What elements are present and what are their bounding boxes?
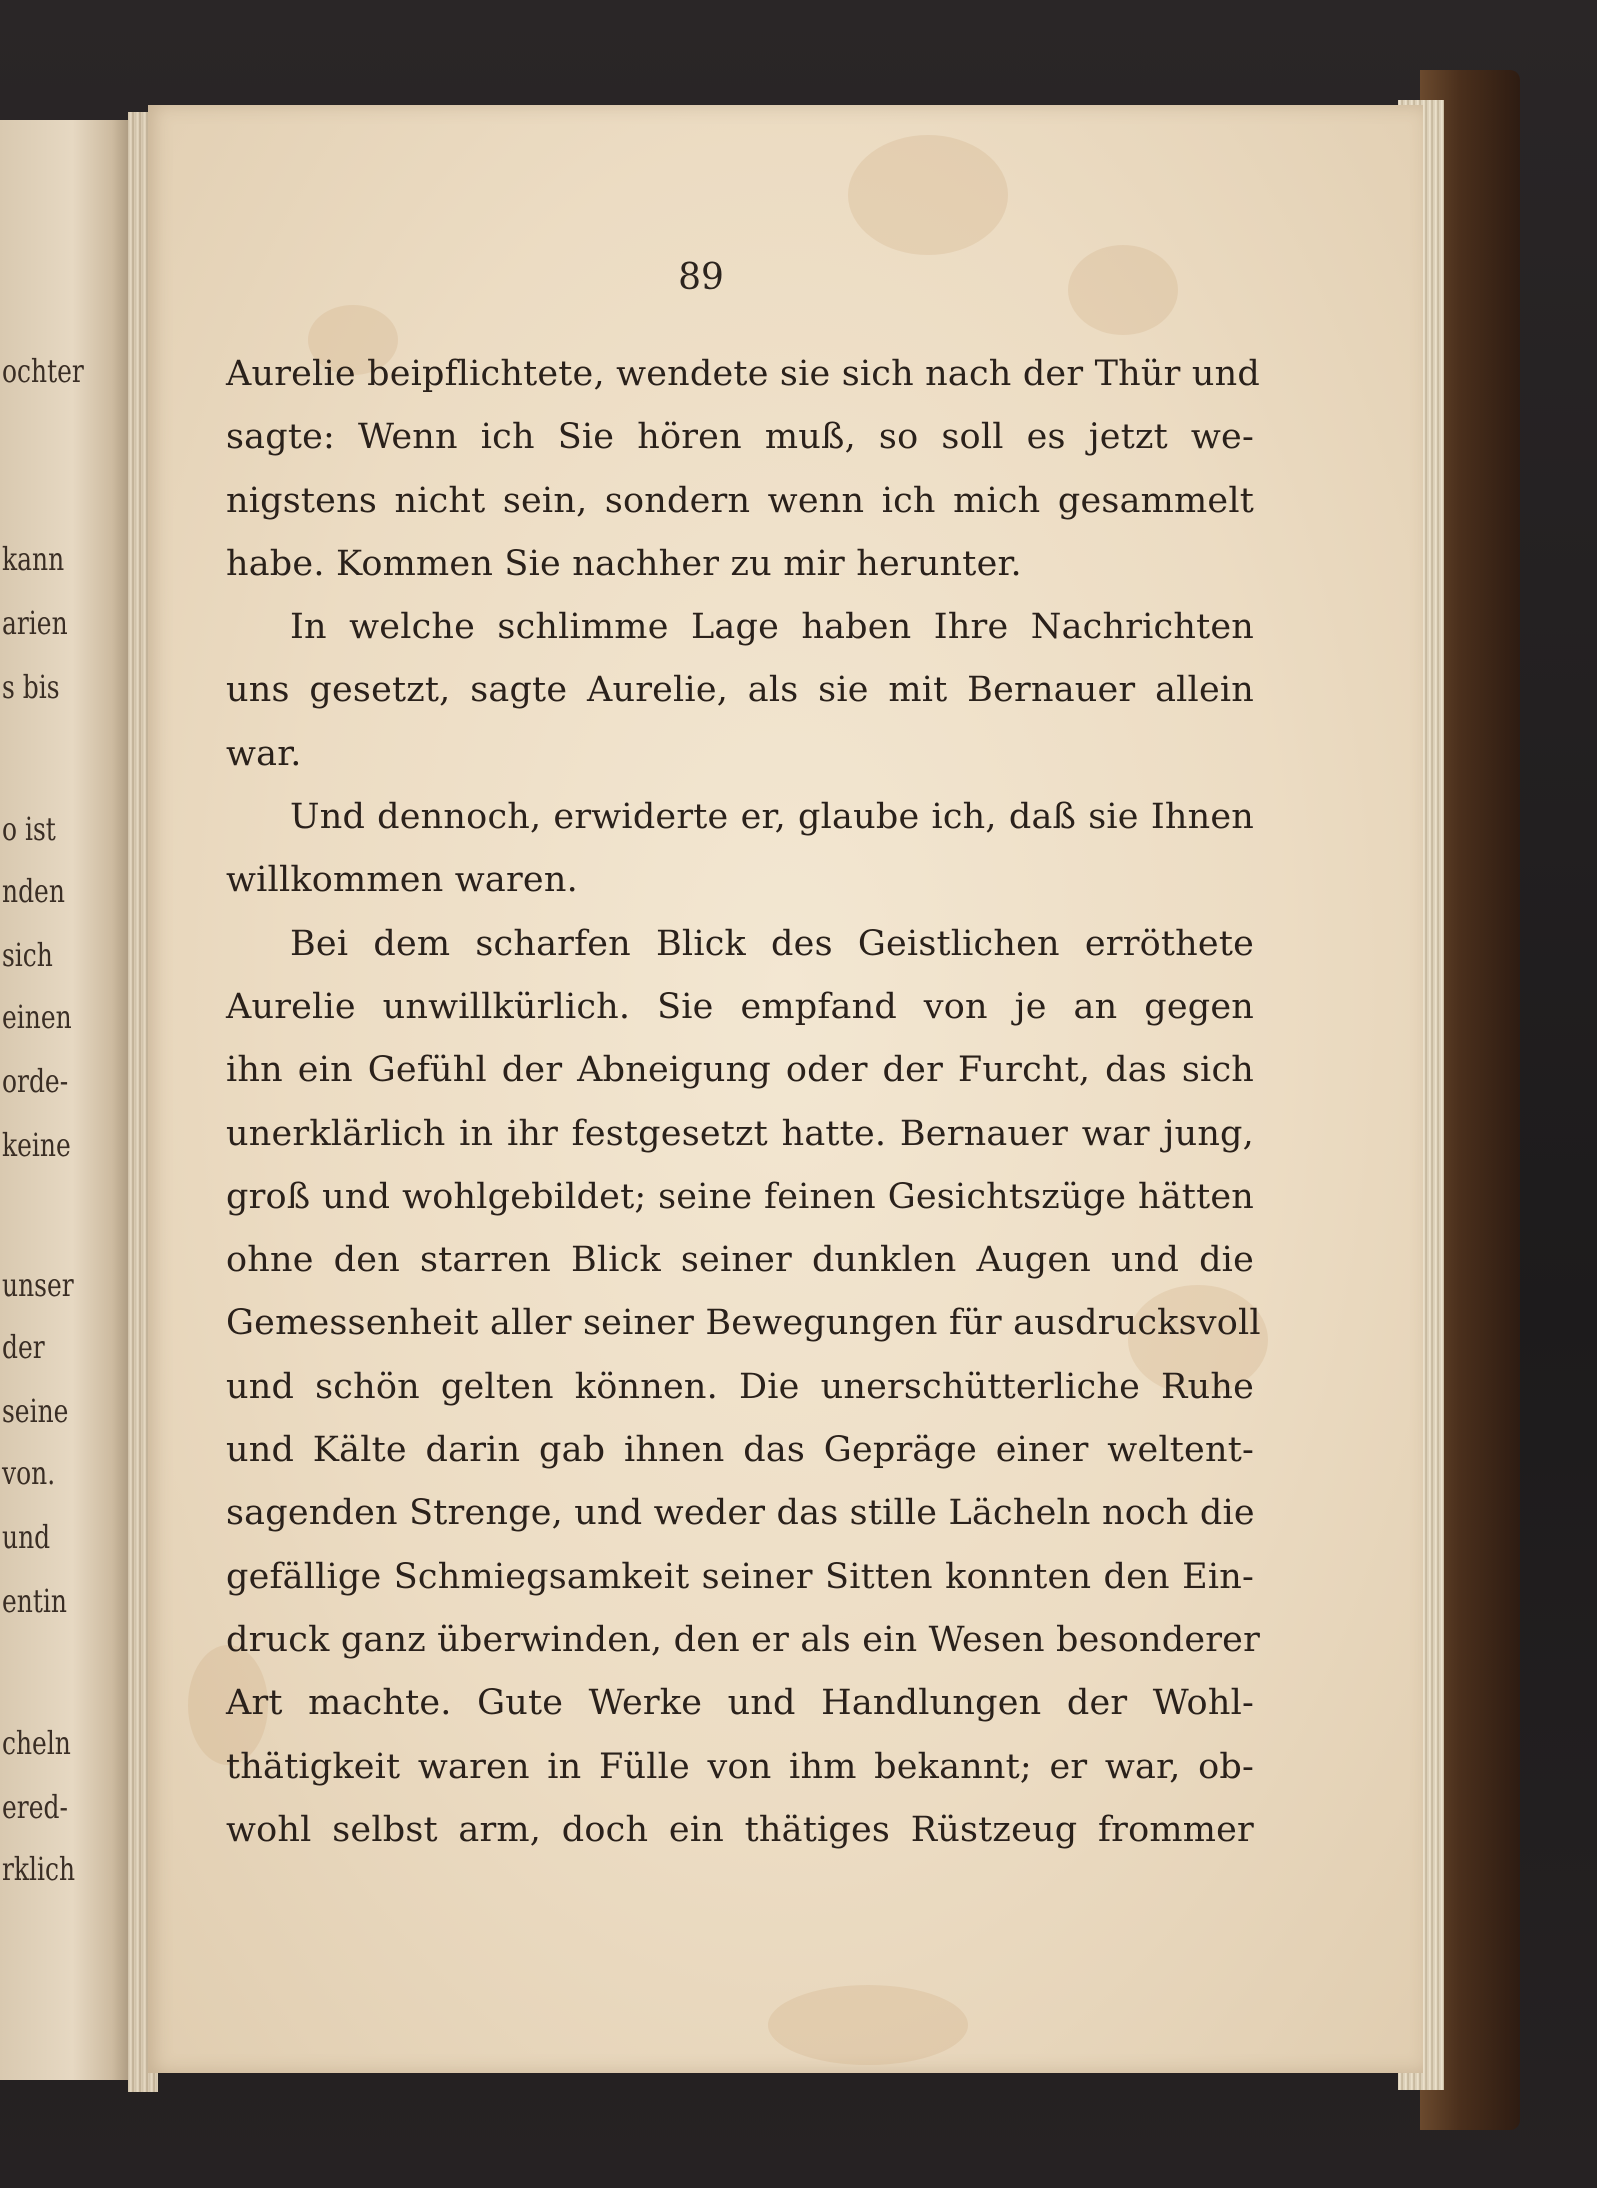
text-line: uns gesetzt, sagte Aurelie, als sie mit Bernauer allein: [226, 670, 1254, 711]
text-line: unerklärlich in ihr festgesetzt hatte. Bernauer war jung,: [226, 1113, 1254, 1154]
left-page-fragment: arien: [2, 604, 68, 642]
left-page-fragment: rklich: [2, 1850, 76, 1888]
text-line: ohne den starren Blick seiner dunklen Augen und die: [226, 1240, 1254, 1281]
text-line: wohl selbst arm, doch ein thätiges Rüstzeug frommer: [226, 1809, 1254, 1850]
text-line: sagenden Strenge, und weder das stille Lächeln noch die: [226, 1493, 1255, 1534]
previous-page: [0, 120, 132, 2080]
text-line: Und dennoch, erwiderte er, glaube ich, daß sie Ihnen: [290, 797, 1254, 838]
text-line: nigstens nicht sein, sondern wenn ich mich gesammelt: [226, 480, 1254, 521]
text-line: sagte: Wenn ich Sie hören muß, so soll es jetzt we-: [226, 417, 1254, 458]
text-line: Art machte. Gute Werke und Handlungen der Wohl-: [226, 1683, 1254, 1724]
left-page-fragment: ered-: [2, 1788, 68, 1826]
left-page-fragment: cheln: [2, 1724, 71, 1762]
left-page-fragment: sich: [2, 936, 53, 974]
left-page-fragment: nden: [2, 872, 65, 910]
foxing-stain: [768, 1985, 968, 2065]
text-line: habe. Kommen Sie nachher zu mir herunter.: [226, 543, 1022, 584]
text-line: Gemessenheit aller seiner Bewegungen für ausdrucksvoll: [226, 1303, 1261, 1344]
book-page: [148, 105, 1423, 2073]
left-page-fragment: orde-: [2, 1062, 69, 1100]
text-line: Aurelie beipflichtete, wendete sie sich nach der Thür und: [226, 354, 1260, 394]
left-page-fragment: entin: [2, 1582, 67, 1620]
text-line: war.: [226, 733, 302, 774]
text-line: groß und wohlgebildet; seine feinen Gesichtszüge hätten: [226, 1176, 1254, 1217]
text-line: In welche schlimme Lage haben Ihre Nachrichten: [290, 607, 1254, 648]
left-page-fragment: seine: [2, 1392, 69, 1430]
page-number: 89: [678, 257, 724, 298]
foxing-stain: [848, 135, 1008, 255]
left-page-fragment: keine: [2, 1126, 71, 1164]
text-line: willkommen waren.: [226, 860, 578, 901]
text-line: und Kälte darin gab ihnen das Gepräge einer weltent-: [226, 1430, 1254, 1471]
left-page-fragment: einen: [2, 998, 72, 1036]
left-page-fragment: unser: [2, 1266, 74, 1304]
text-line: ihn ein Gefühl der Abneigung oder der Furcht, das sich: [226, 1050, 1254, 1091]
left-page-fragment: der: [2, 1328, 45, 1366]
left-page-fragment: kann: [2, 540, 65, 578]
left-page-fragment: von.: [2, 1454, 56, 1492]
text-line: thätigkeit waren in Fülle von ihm bekannt; er war, ob-: [226, 1746, 1254, 1787]
left-page-fragment: o ist: [2, 810, 56, 848]
text-line: Bei dem scharfen Blick des Geistlichen erröthete: [290, 923, 1254, 964]
text-line: Aurelie unwillkürlich. Sie empfand von je an gegen: [226, 986, 1254, 1027]
text-line: und schön gelten können. Die unerschütterliche Ruhe: [226, 1366, 1254, 1407]
left-page-fragment: ochter: [2, 352, 84, 390]
left-page-fragment: s bis: [2, 668, 60, 706]
left-page-fragment: und: [2, 1518, 51, 1556]
text-line: gefällige Schmiegsamkeit seiner Sitten konnten den Ein-: [226, 1556, 1254, 1597]
body-text: [226, 343, 1261, 1862]
text-line: druck ganz überwinden, den er als ein Wesen besonderer: [226, 1619, 1261, 1660]
